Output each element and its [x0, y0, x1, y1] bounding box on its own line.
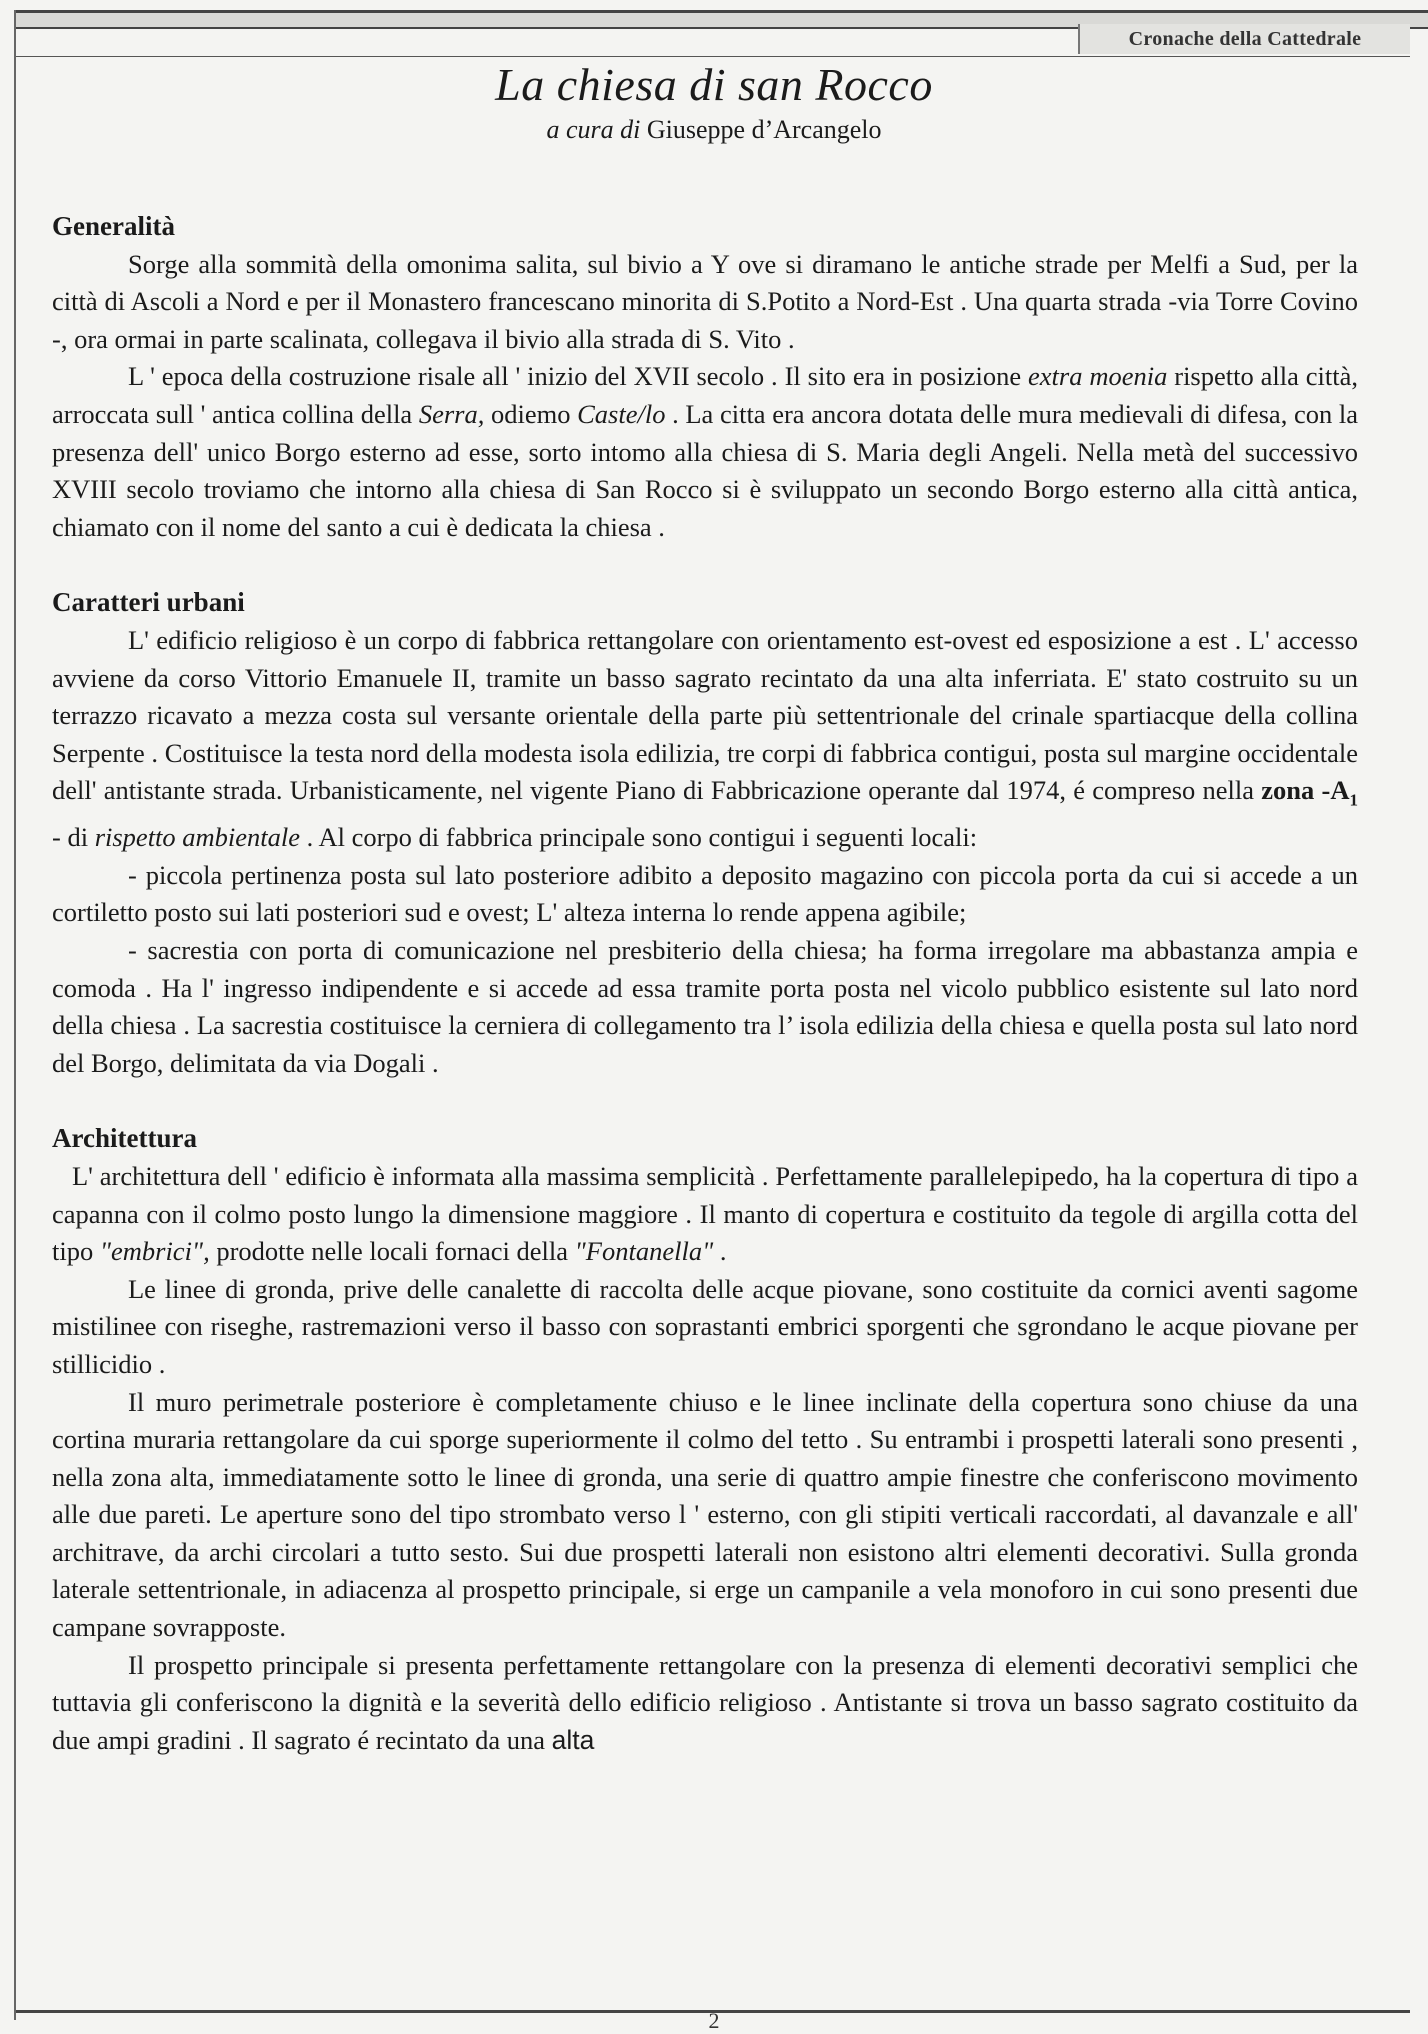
- paragraph: - piccola pertinenza posta sul lato posteriore adibito a deposito magazino con piccola porta da cui si accede a un cortiletto posto sui lati posteriori sud e ovest; L' alteza interna lo rende appena agibile;: [52, 859, 1358, 928]
- journal-name: Cronache della Cattedrale: [1078, 24, 1410, 54]
- text-run-bold: zona -A: [1261, 775, 1350, 806]
- heading-architettura: Architettura: [52, 1123, 197, 1154]
- page-left-border: [14, 10, 16, 2020]
- byline-author: Giuseppe d’Arcangelo: [646, 115, 882, 144]
- text-run-italic: extra moenia: [1028, 361, 1168, 392]
- text-run-italic: Serra,: [418, 398, 485, 429]
- article-body: [52, 208, 1358, 1759]
- byline: [0, 115, 1428, 145]
- text-run-subscript: 1: [1349, 790, 1358, 810]
- text-run: . La citta era ancora dotata delle mura medievali di difesa, con la presenza dell' unico Borgo esterno ad esse, sorto intomo alla chiesa di S. Maria degli Angeli. Nella metà del successivo XVIII secolo troviamo che intorno alla chiesa di San Rocco si è sviluppato un secondo Borgo esterno alla città antica, chiamato con il nome del santo a cui è dedicata la chiesa .: [52, 398, 1358, 542]
- text-run: L' architettura dell ' edificio è informata alla massima semplicità . Perfettamente parallelepipedo, ha la copertura di tipo a capanna con il colmo posto lungo la dimensione maggiore . Il manto di copertura e costituito da tegole di argilla cotta del tipo: [52, 1160, 1358, 1267]
- text-run: rispetto alla città, arroccata sull ' antica collina della: [52, 361, 1358, 429]
- text-run: alta: [551, 1724, 595, 1755]
- text-run: Il prospetto principale si presenta perfettamente rettangolare con la presenza di elementi decorativi semplici che tuttavia gli conferiscono la dignità e la severità dello edificio religioso . Antistante si trova un basso sagrato costituito da due ampi gradini . Il sagrato é recintato da una: [52, 1649, 1358, 1755]
- paragraph: Il muro perimetrale posteriore è completamente chiuso e le linee inclinate della copertura sono chiuse da una cortina muraria rettangolare da cui sporge superiormente il colmo del tetto . Su entrambi i prospetti laterali sono presenti , nella zona alta, immediatamente sotto le linee di gronda, una serie di quattro ampie finestre che conferiscono movimento alle due pareti. Le aperture sono del tipo strombato verso l ' esterno, con gli stipiti verticali raccordati, al davanzale e all' architrave, da archi circolari a tutto sesto. Sui due prospetti laterali non esistono altri elementi decorativi. Sulla gronda laterale settentrionale, in adiacenza al prospetto principale, si erge un campanile a vela monoforo in cui sono presenti due campane sovrapposte.: [52, 1386, 1358, 1643]
- paragraph: [52, 358, 1358, 546]
- text-run: .: [713, 1236, 727, 1267]
- heading-caratteri-urbani: Caratteri urbani: [52, 587, 245, 618]
- text-run-italic: rispetto ambientale: [94, 822, 301, 853]
- article-title: La chiesa di san Rocco: [495, 59, 933, 110]
- text-run: L' edificio religioso è un corpo di fabbrica rettangolare con orientamento est-ovest ed esposizione a est . L' accesso avviene da corso Vittorio Emanuele II, tramite un basso sagrato recintato da una alta inferriata. E' stato costruito su un terrazzo ricavato a mezza costa sul versante orientale della parte più settentrionale del crinale spartiacque della collina Serpente . Costituisce la testa nord della modesta isola edilizia, tre corpi di fabbrica contigui, posta sul margine occidentale dell' antistante strada. Urbanisticamente, nel vigente Piano di Fabbricazione operante dal 1974, é compreso nella: [52, 624, 1358, 806]
- paragraph: [52, 1158, 1358, 1271]
- paragraph: Le linee di gronda, prive delle canalette di raccolta delle acque piovane, sono costituite da cornici aventi sagome mistilinee con riseghe, rastremazioni verso il basso con soprastanti embrici sporgenti che sgrondano le acque piovane per stillicidio .: [52, 1273, 1358, 1379]
- text-run-italic: "embrici",: [99, 1236, 210, 1267]
- text-run: prodotte nelle locali fornaci della: [209, 1236, 575, 1267]
- byline-label: a cura di: [546, 115, 641, 144]
- paragraph: Sorge alla sommità della omonima salita, sul bivio a Y ove si diramano le antiche strade per Melfi a Sud, per la città di Ascoli a Nord e per il Monastero francescano minorita di S.Potito a Nord-Est . Una quarta strada -via Torre Covino -, ora ormai in parte scalinata, collegava il bivio alla strada di S. Vito .: [52, 248, 1358, 354]
- paragraph: - sacrestia con porta di comunicazione nel presbiterio della chiesa; ha forma irregolare ma abbastanza ampia e comoda . Ha l' ingresso indipendente e si accede ad essa tramite porta posta nel vicolo pubblico esistente sul lato nord della chiesa . La sacrestia costituisce la cerniera di collegamento tra l’ isola edilizia della chiesa e quella posta sul lato nord del Borgo, delimitata da via Dogali .: [52, 934, 1358, 1078]
- page-number: 2: [708, 2008, 720, 2033]
- heading-generalita: Generalità: [52, 211, 175, 241]
- text-run-italic: Caste/lo: [577, 398, 666, 429]
- text-run: odiemo: [484, 398, 578, 429]
- paragraph: [52, 1647, 1358, 1760]
- text-run: - di: [52, 822, 95, 853]
- header-rule: [16, 56, 1410, 57]
- text-run: L ' epoca della costruzione risale all ' inizio del XVII secolo . Il sito era in posizione: [128, 361, 1028, 392]
- text-run: . Al corpo di fabbrica principale sono contigui i seguenti locali:: [300, 822, 978, 853]
- paragraph: [52, 622, 1358, 857]
- text-run-italic: "Fontanella": [574, 1236, 714, 1267]
